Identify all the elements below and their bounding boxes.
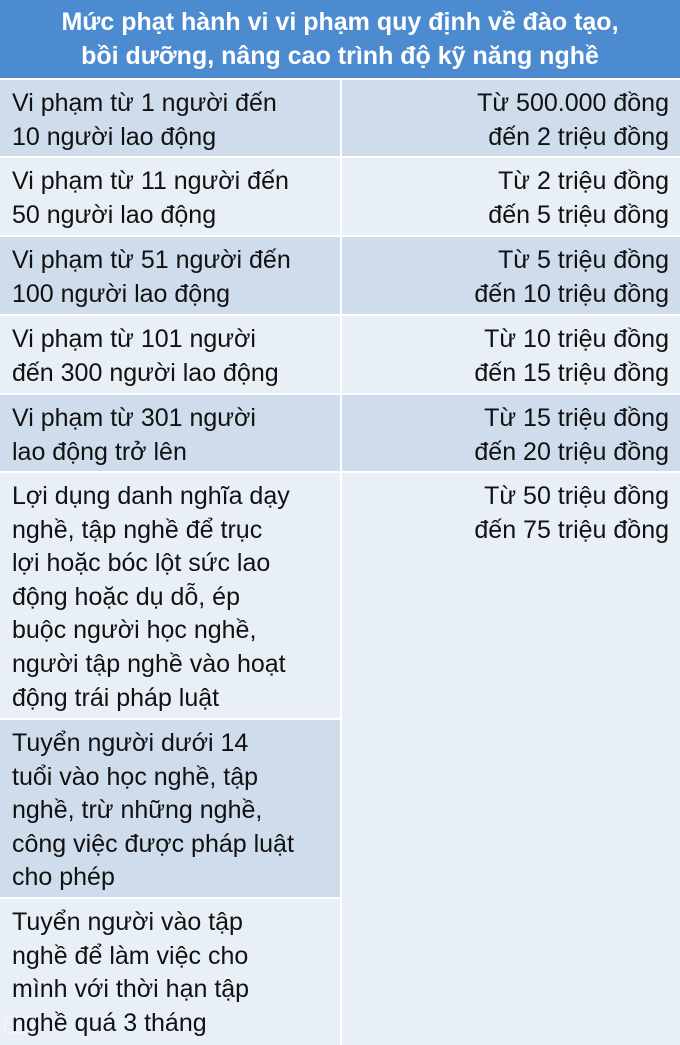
violation-text: Vi phạm từ 51 người đến xyxy=(12,246,291,274)
fine-text: đến 10 triệu đồng xyxy=(474,279,669,308)
violation-text: động hoặc dụ dỗ, ép xyxy=(12,582,240,611)
violation-text: nghề để làm việc cho xyxy=(12,941,249,970)
fine-text: Từ 500.000 đồng xyxy=(477,89,669,117)
violation-text: tuổi vào học nghề, tập xyxy=(12,762,259,791)
fine-text: đến 5 triệu đồng xyxy=(488,200,669,229)
violation-text: Tuyển người dưới 14 xyxy=(12,729,249,757)
violation-text: nghề, tập nghề để trục xyxy=(12,515,263,544)
violation-text: 50 người lao động xyxy=(12,200,217,229)
violation-cell-4 xyxy=(0,316,340,393)
fine-text: đến 75 triệu đồng xyxy=(474,515,669,544)
fine-cell-6 xyxy=(342,473,680,1045)
watermark-logo-icon xyxy=(4,1014,34,1036)
violation-text: mình với thời hạn tập xyxy=(12,975,250,1004)
fine-text: đến 15 triệu đồng xyxy=(474,358,669,387)
violation-text: buộc người học nghề, xyxy=(12,616,257,645)
fine-cell-5 xyxy=(342,395,680,471)
violation-cell-7 xyxy=(0,720,340,897)
violation-cell-6 xyxy=(0,473,340,718)
violation-cell-3 xyxy=(0,237,340,314)
violation-text: người tập nghề vào hoạt xyxy=(12,649,286,678)
violation-cell-1 xyxy=(0,80,340,156)
violation-cell-2 xyxy=(0,158,340,235)
violation-text: đến 300 người lao động xyxy=(12,358,279,387)
fine-text: đến 2 triệu đồng xyxy=(488,122,669,151)
fine-cell-1 xyxy=(342,80,680,156)
violation-text: động trái pháp luật xyxy=(12,683,220,712)
fine-text: Từ 15 triệu đồng xyxy=(484,404,669,432)
violation-text: Vi phạm từ 301 người xyxy=(12,404,256,432)
violation-text: nghề, trừ những nghề, xyxy=(12,796,263,825)
violation-text: Vi phạm từ 11 người đến xyxy=(12,167,289,195)
fine-text: Từ 2 triệu đồng xyxy=(498,167,669,195)
fine-cell-2 xyxy=(342,158,680,235)
fine-text: Từ 50 triệu đồng xyxy=(484,482,669,510)
violation-cell-8 xyxy=(0,899,340,1045)
fine-cell-4 xyxy=(342,316,680,393)
violation-text: lao động trở lên xyxy=(12,437,187,466)
fine-text: đến 20 triệu đồng xyxy=(474,437,669,466)
violation-text: lợi hoặc bóc lột sức lao xyxy=(12,549,271,578)
fine-text: Từ 5 triệu đồng xyxy=(498,246,669,274)
violation-text: nghề quá 3 tháng xyxy=(12,1008,207,1037)
header-line-1: Mức phạt hành vi vi phạm quy định về đào tạo, xyxy=(61,8,619,36)
fine-cell-3 xyxy=(342,237,680,314)
violation-text: cho phép xyxy=(12,863,115,892)
violation-text: 100 người lao động xyxy=(12,279,231,308)
violation-text: Lợi dụng danh nghĩa dạy xyxy=(12,482,290,510)
fine-text: Từ 10 triệu đồng xyxy=(484,325,669,353)
violation-cell-5 xyxy=(0,395,340,471)
violation-text: Vi phạm từ 1 người đến xyxy=(12,89,277,117)
violation-text: 10 người lao động xyxy=(12,122,217,151)
violation-text: công việc được pháp luật xyxy=(12,829,294,858)
violation-text: Vi phạm từ 101 người xyxy=(12,325,256,353)
table-header xyxy=(0,0,680,78)
header-line-2: bồi dưỡng, nâng cao trình độ kỹ năng nghề xyxy=(81,42,599,70)
violation-text: Tuyển người vào tập xyxy=(12,908,243,936)
